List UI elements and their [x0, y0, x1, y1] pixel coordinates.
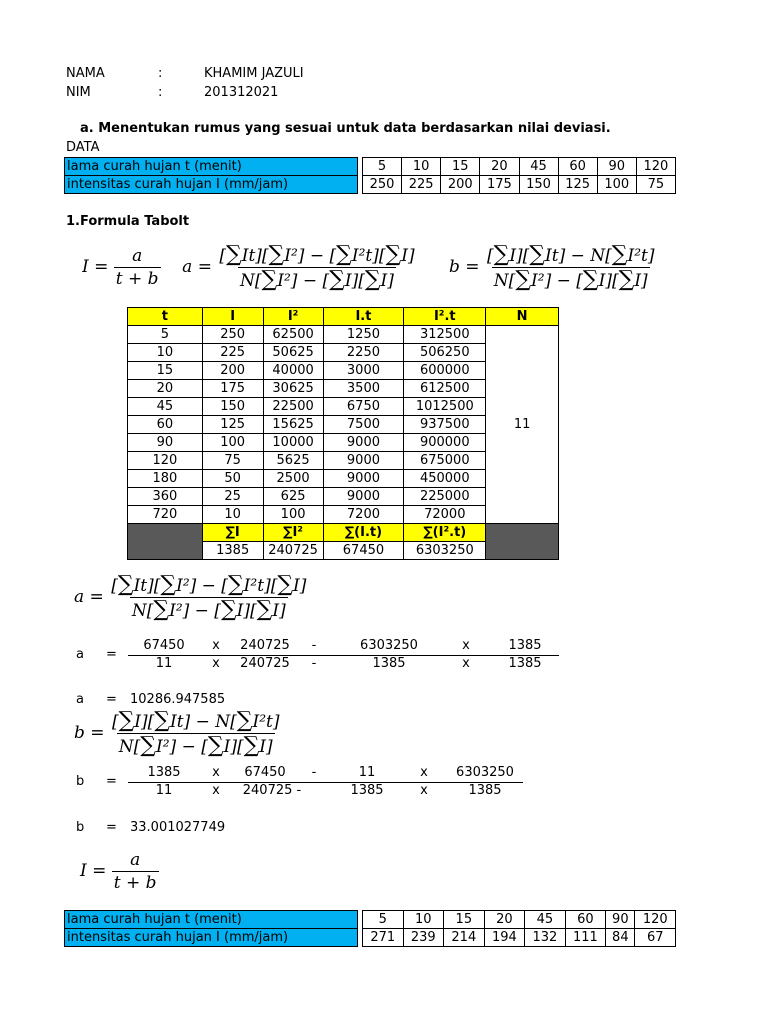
num-term: 6303250 [456, 765, 514, 780]
cell: 7200 [323, 506, 404, 524]
cell: 60 [565, 911, 606, 929]
n-value: 11 [486, 326, 559, 524]
cell: 90 [606, 911, 635, 929]
result-a-value: 10286.947585 [130, 692, 226, 707]
col-header: I².t [404, 308, 486, 326]
tabolt-header-row [128, 308, 559, 326]
den-op: x [420, 783, 428, 798]
formula-row: I = $\frac{a}{t + b}$ a = $\frac{\text{[∑It][∑I²] − [∑I²t][∑I]}}{\text{N[∑I²] − [∑I][∑I]}}$ b = $\frac{\text{[∑I][∑It] − N[∑I²t]}}{\text{N[∑I²] − [∑I][∑I]}}$ [82, 244, 655, 292]
cell: 225 [202, 344, 263, 362]
cell: 271 [363, 929, 404, 947]
gray-cell [486, 524, 559, 560]
row-label: lama curah hujan t (menit) [65, 158, 358, 176]
cell: 250 [202, 326, 263, 344]
cell: 150 [519, 176, 558, 194]
row-label: intensitas curah hujan I (mm/jam) [65, 929, 358, 947]
result-row-i [65, 929, 676, 947]
gray-cell [128, 524, 203, 560]
data-label: DATA [66, 140, 100, 155]
data-row-i [65, 176, 676, 194]
num-op: - [311, 638, 317, 653]
num-term: 6303250 [360, 638, 418, 653]
nama-sep: : [158, 66, 163, 81]
num-op: x [212, 638, 220, 653]
cell: 15 [128, 362, 203, 380]
cell: 100 [597, 176, 636, 194]
den-term: 11 [155, 783, 173, 798]
result-table [64, 910, 676, 947]
cell: 90 [597, 158, 636, 176]
sum-label: ∑I² [263, 524, 323, 542]
result-a-label: a [76, 692, 84, 707]
cell: 75 [202, 452, 263, 470]
cell: 506250 [404, 344, 486, 362]
den-op: - [311, 656, 317, 671]
num-op: x [420, 765, 428, 780]
formula-b: b = $\frac{\text{[∑I][∑It] − N[∑I²t]}}{\text{N[∑I²] − [∑I][∑I]}}$ [74, 708, 280, 758]
cell: 45 [519, 158, 558, 176]
cell: 60 [128, 416, 203, 434]
cell: 15 [441, 158, 480, 176]
formula-a: a = $\frac{\text{[∑It][∑I²] − [∑I²t][∑I]}}{\text{N[∑I²] − [∑I][∑I]}}$ [74, 572, 307, 622]
cell: 22500 [263, 398, 323, 416]
cell: 200 [202, 362, 263, 380]
sum-value: 1385 [202, 542, 263, 560]
den-term: 240725 [240, 656, 290, 671]
cell: 15 [444, 911, 485, 929]
cell: 625 [263, 488, 323, 506]
cell: 250 [363, 176, 402, 194]
cell: 30625 [263, 380, 323, 398]
section-a-title: a. Menentukan rumus yang sesuai untuk data berdasarkan nilai deviasi. [80, 121, 611, 136]
num-op: - [311, 765, 317, 780]
cell: 90 [128, 434, 203, 452]
cell: 132 [525, 929, 566, 947]
formula-i: I = $\frac{a}{t + b}$ [80, 850, 157, 893]
num-term: 1385 [508, 638, 542, 653]
cell: 67 [635, 929, 676, 947]
sum-value: 67450 [323, 542, 404, 560]
row-label: lama curah hujan t (menit) [65, 911, 358, 929]
cell: 1012500 [404, 398, 486, 416]
formula-title: 1.Formula Tabolt [66, 214, 190, 229]
nim-label: NIM [66, 85, 91, 100]
cell: 50625 [263, 344, 323, 362]
cell: 10 [402, 158, 441, 176]
cell: 239 [403, 929, 444, 947]
row-label: intensitas curah hujan I (mm/jam) [65, 176, 358, 194]
cell: 10 [403, 911, 444, 929]
cell: 111 [565, 929, 606, 947]
num-term: 11 [358, 765, 376, 780]
sum-label: ∑I [202, 524, 263, 542]
result-b-eq: = [106, 820, 117, 835]
cell: 2500 [263, 470, 323, 488]
cell: 225 [402, 176, 441, 194]
cell: 312500 [404, 326, 486, 344]
cell: 214 [444, 929, 485, 947]
cell: 10000 [263, 434, 323, 452]
num-term: 67450 [143, 638, 185, 653]
cell: 120 [128, 452, 203, 470]
cell: 3500 [323, 380, 404, 398]
cell: 75 [636, 176, 675, 194]
den-op: x [212, 783, 220, 798]
result-a-eq: = [106, 692, 117, 707]
cell: 5 [363, 158, 402, 176]
den-term: 240725 - [242, 783, 302, 798]
cell: 45 [525, 911, 566, 929]
tabolt-table [127, 307, 559, 560]
cell: 1250 [323, 326, 404, 344]
cell: 40000 [263, 362, 323, 380]
cell: 5625 [263, 452, 323, 470]
cell: 9000 [323, 452, 404, 470]
nama-value: KHAMIM JAZULI [204, 66, 304, 81]
col-header: I.t [323, 308, 404, 326]
sum-label-row [128, 524, 559, 542]
result-b-label: b [76, 820, 85, 835]
den-op: x [212, 656, 220, 671]
cell: 9000 [323, 434, 404, 452]
cell: 5 [128, 326, 203, 344]
cell: 675000 [404, 452, 486, 470]
cell: 5 [363, 911, 404, 929]
num-term: 67450 [244, 765, 286, 780]
den-term: 1385 [508, 656, 542, 671]
sum-label: ∑(I².t) [404, 524, 486, 542]
num-term: 1385 [147, 765, 181, 780]
cell: 10 [128, 344, 203, 362]
col-header: I [202, 308, 263, 326]
sum-value: 6303250 [404, 542, 486, 560]
den-term: 1385 [350, 783, 384, 798]
num-term: 240725 [240, 638, 290, 653]
cell: 720 [128, 506, 203, 524]
cell: 62500 [263, 326, 323, 344]
sum-label: ∑(I.t) [323, 524, 404, 542]
cell: 9000 [323, 488, 404, 506]
cell: 360 [128, 488, 203, 506]
col-header: I² [263, 308, 323, 326]
nim-value: 201312021 [204, 85, 279, 100]
num-op: x [462, 638, 470, 653]
cell: 450000 [404, 470, 486, 488]
num-op: x [212, 765, 220, 780]
cell: 194 [484, 929, 525, 947]
cell: 200 [441, 176, 480, 194]
cell: 3000 [323, 362, 404, 380]
data-table [64, 157, 676, 194]
den-term: 11 [155, 656, 173, 671]
calc-a-eq: = [106, 647, 117, 662]
cell: 937500 [404, 416, 486, 434]
cell: 2250 [323, 344, 404, 362]
cell: 100 [202, 434, 263, 452]
col-header: t [128, 308, 203, 326]
cell: 20 [128, 380, 203, 398]
cell: 10 [202, 506, 263, 524]
nama-label: NAMA [66, 66, 105, 81]
cell: 84 [606, 929, 635, 947]
result-b-value: 33.001027749 [130, 820, 226, 835]
cell: 175 [202, 380, 263, 398]
cell: 125 [558, 176, 597, 194]
calc-b-label: b [76, 774, 85, 789]
den-term: 1385 [468, 783, 502, 798]
cell: 45 [128, 398, 203, 416]
den-term: 1385 [372, 656, 406, 671]
cell: 100 [263, 506, 323, 524]
cell: 72000 [404, 506, 486, 524]
calc-b-eq: = [106, 774, 117, 789]
cell: 900000 [404, 434, 486, 452]
nim-sep: : [158, 85, 163, 100]
table-row [128, 326, 559, 344]
cell: 15625 [263, 416, 323, 434]
cell: 7500 [323, 416, 404, 434]
calc-a-label: a [76, 647, 84, 662]
cell: 120 [636, 158, 675, 176]
cell: 125 [202, 416, 263, 434]
cell: 20 [480, 158, 519, 176]
cell: 225000 [404, 488, 486, 506]
den-op: x [462, 656, 470, 671]
cell: 25 [202, 488, 263, 506]
result-row-t [65, 911, 676, 929]
cell: 120 [635, 911, 676, 929]
cell: 20 [484, 911, 525, 929]
cell: 6750 [323, 398, 404, 416]
cell: 180 [128, 470, 203, 488]
sum-value: 240725 [263, 542, 323, 560]
cell: 600000 [404, 362, 486, 380]
data-row-t [65, 158, 676, 176]
cell: 175 [480, 176, 519, 194]
cell: 150 [202, 398, 263, 416]
col-header: N [486, 308, 559, 326]
cell: 9000 [323, 470, 404, 488]
cell: 60 [558, 158, 597, 176]
cell: 612500 [404, 380, 486, 398]
cell: 50 [202, 470, 263, 488]
